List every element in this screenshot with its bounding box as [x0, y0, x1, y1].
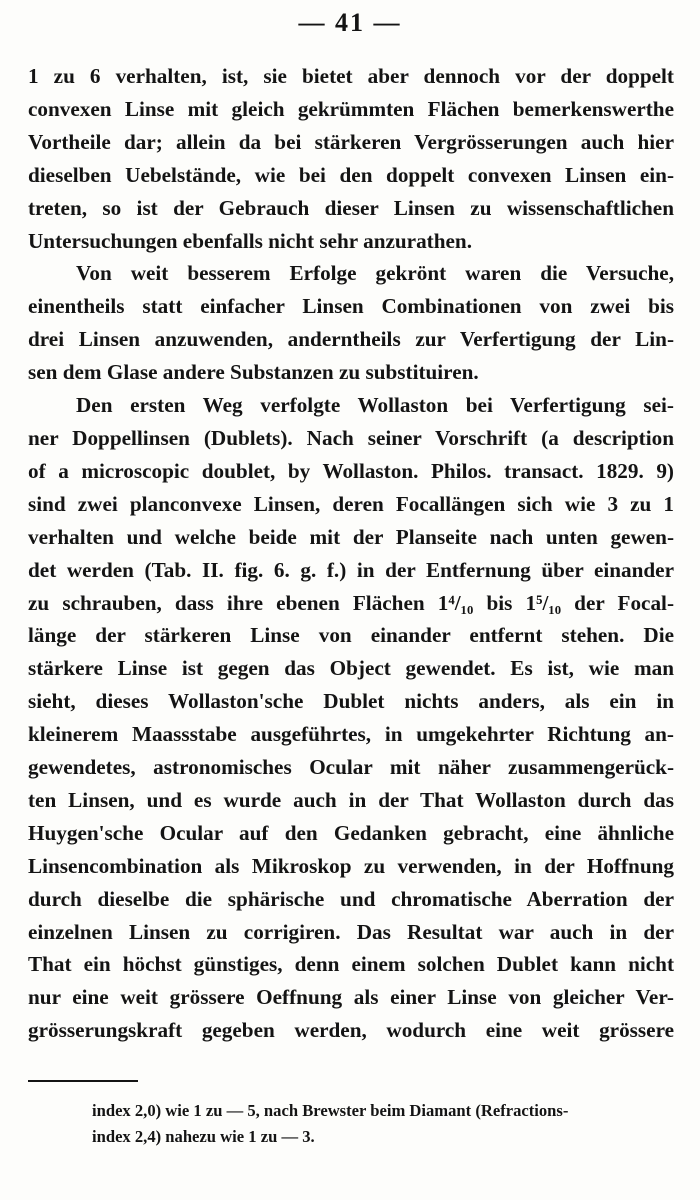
text-line: Den ersten Weg verfolgte Wollaston bei Verfertigung sei- [76, 393, 674, 418]
text-line: nur eine weit grössere Oeffnung als einer Linse von gleicher Ver- [28, 985, 674, 1010]
body-text [28, 60, 674, 1047]
text-line: zu schrauben, dass ihre ebenen Flächen 1⁴/₁₀ bis 1⁵/₁₀ der Focal- [28, 590, 674, 615]
text-line: of a microscopic doublet, by Wollaston. Philos. transact. 1829. 9) [28, 458, 674, 483]
text-line: grösserungskraft gegeben werden, wodurch eine weit grössere [28, 1018, 674, 1043]
paragraph-1 [28, 60, 674, 257]
text-line: Vortheile dar; allein da bei stärkeren Vergrösserungen auch hier [28, 129, 674, 154]
text-line: Huygen'sche Ocular auf den Gedanken gebracht, eine ähnliche [28, 820, 674, 845]
text-line: durch dieselbe die sphärische und chromatische Aberration der [28, 886, 674, 911]
footnote-divider [28, 1080, 138, 1082]
text-line: sind zwei planconvexe Linsen, deren Focallängen sich wie 3 zu 1 [28, 491, 674, 516]
footnotes [92, 1098, 674, 1150]
paragraph-2 [28, 257, 674, 389]
text-line: 1 zu 6 verhalten, ist, sie bietet aber dennoch vor der doppelt [28, 64, 674, 88]
text-line: treten, so ist der Gebrauch dieser Linsen zu wissenschaftlichen [28, 195, 674, 220]
text-line: einentheils statt einfacher Linsen Combinationen von zwei bis [28, 294, 674, 319]
text-line: convexen Linse mit gleich gekrümmten Flächen bemerkenswerthe [28, 96, 674, 121]
text-line: dieselben Uebelstände, wie bei den doppelt convexen Linsen ein- [28, 162, 674, 187]
text-line: ner Doppellinsen (Dublets). Nach seiner Vorschrift (a description [28, 425, 674, 450]
text-line: kleinerem Maassstabe ausgeführtes, in umgekehrter Richtung an- [28, 722, 674, 747]
text-line: ten Linsen, und es wurde auch in der That Wollaston durch das [28, 787, 674, 812]
text-line: sieht, dieses Wollaston'sche Dublet nichts anders, als ein in [28, 689, 674, 714]
page-number: — 41 — [298, 8, 402, 37]
text-line: That ein höchst günstiges, denn einem solchen Dublet kann nicht [28, 952, 674, 977]
text-line: Von weit besserem Erfolge gekrönt waren die Versuche, [76, 261, 674, 286]
paragraph-3 [28, 389, 674, 1047]
footnote-line: index 2,4) nahezu wie 1 zu — 3. [92, 1127, 315, 1146]
text-line: stärkere Linse ist gegen das Object gewendet. Es ist, wie man [28, 656, 674, 681]
text-line: Untersuchungen ebenfalls nicht sehr anzurathen. [28, 228, 472, 253]
footnote-line: index 2,0) wie 1 zu — 5, nach Brewster beim Diamant (Refractions- [92, 1101, 569, 1120]
text-line: länge der stärkeren Linse von einander entfernt stehen. Die [28, 623, 674, 648]
text-line: einzelnen Linsen zu corrigiren. Das Resultat war auch in der [28, 919, 674, 944]
text-line: Linsencombination als Mikroskop zu verwenden, in der Hoffnung [28, 853, 674, 878]
text-line: drei Linsen anzuwenden, anderntheils zur Verfertigung der Lin- [28, 327, 674, 352]
text-line: verhalten und welche beide mit der Planseite nach unten gewen- [28, 524, 674, 549]
text-line: sen dem Glase andere Substanzen zu substituiren. [28, 360, 479, 385]
text-line: det werden (Tab. II. fig. 6. g. f.) in der Entfernung über einander [28, 557, 674, 582]
text-line: gewendetes, astronomisches Ocular mit näher zusammengerück- [28, 755, 674, 780]
